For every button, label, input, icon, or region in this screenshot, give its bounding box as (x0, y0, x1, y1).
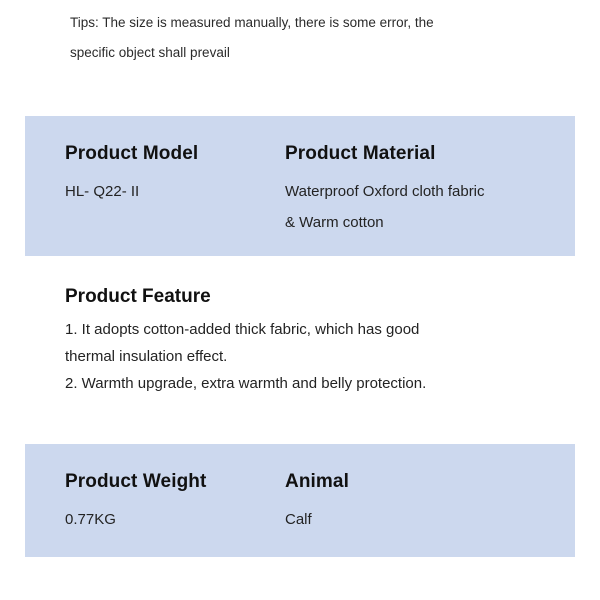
product-weight-label: Product Weight (65, 471, 207, 492)
tips-line-1: Tips: The size is measured manually, there is some error, the (70, 15, 434, 30)
specs-panel (25, 116, 575, 256)
product-model-label: Product Model (65, 143, 199, 164)
feature-item: 2. Warmth upgrade, extra warmth and belly protection. (65, 375, 427, 392)
product-feature-section (65, 286, 565, 397)
measurement-tips (70, 8, 530, 68)
tips-line-2: specific object shall prevail (70, 45, 230, 60)
product-material-block (285, 116, 560, 238)
animal-label: Animal (285, 471, 349, 492)
animal-block (285, 444, 560, 535)
product-material-label: Product Material (285, 143, 436, 164)
product-model-block (65, 116, 260, 207)
weight-panel (25, 444, 575, 557)
feature-item: 1. It adopts cotton-added thick fabric, which has good (65, 321, 420, 338)
animal-value: Calf (285, 511, 312, 528)
product-feature-heading: Product Feature (65, 286, 211, 307)
feature-item: thermal insulation effect. (65, 348, 228, 365)
product-weight-value: 0.77KG (65, 511, 116, 528)
product-material-value-line-2: & Warm cotton (285, 214, 384, 231)
product-model-value: HL- Q22- II (65, 183, 140, 200)
product-weight-block (65, 444, 260, 535)
product-material-value-line-1: Waterproof Oxford cloth fabric (285, 183, 485, 200)
